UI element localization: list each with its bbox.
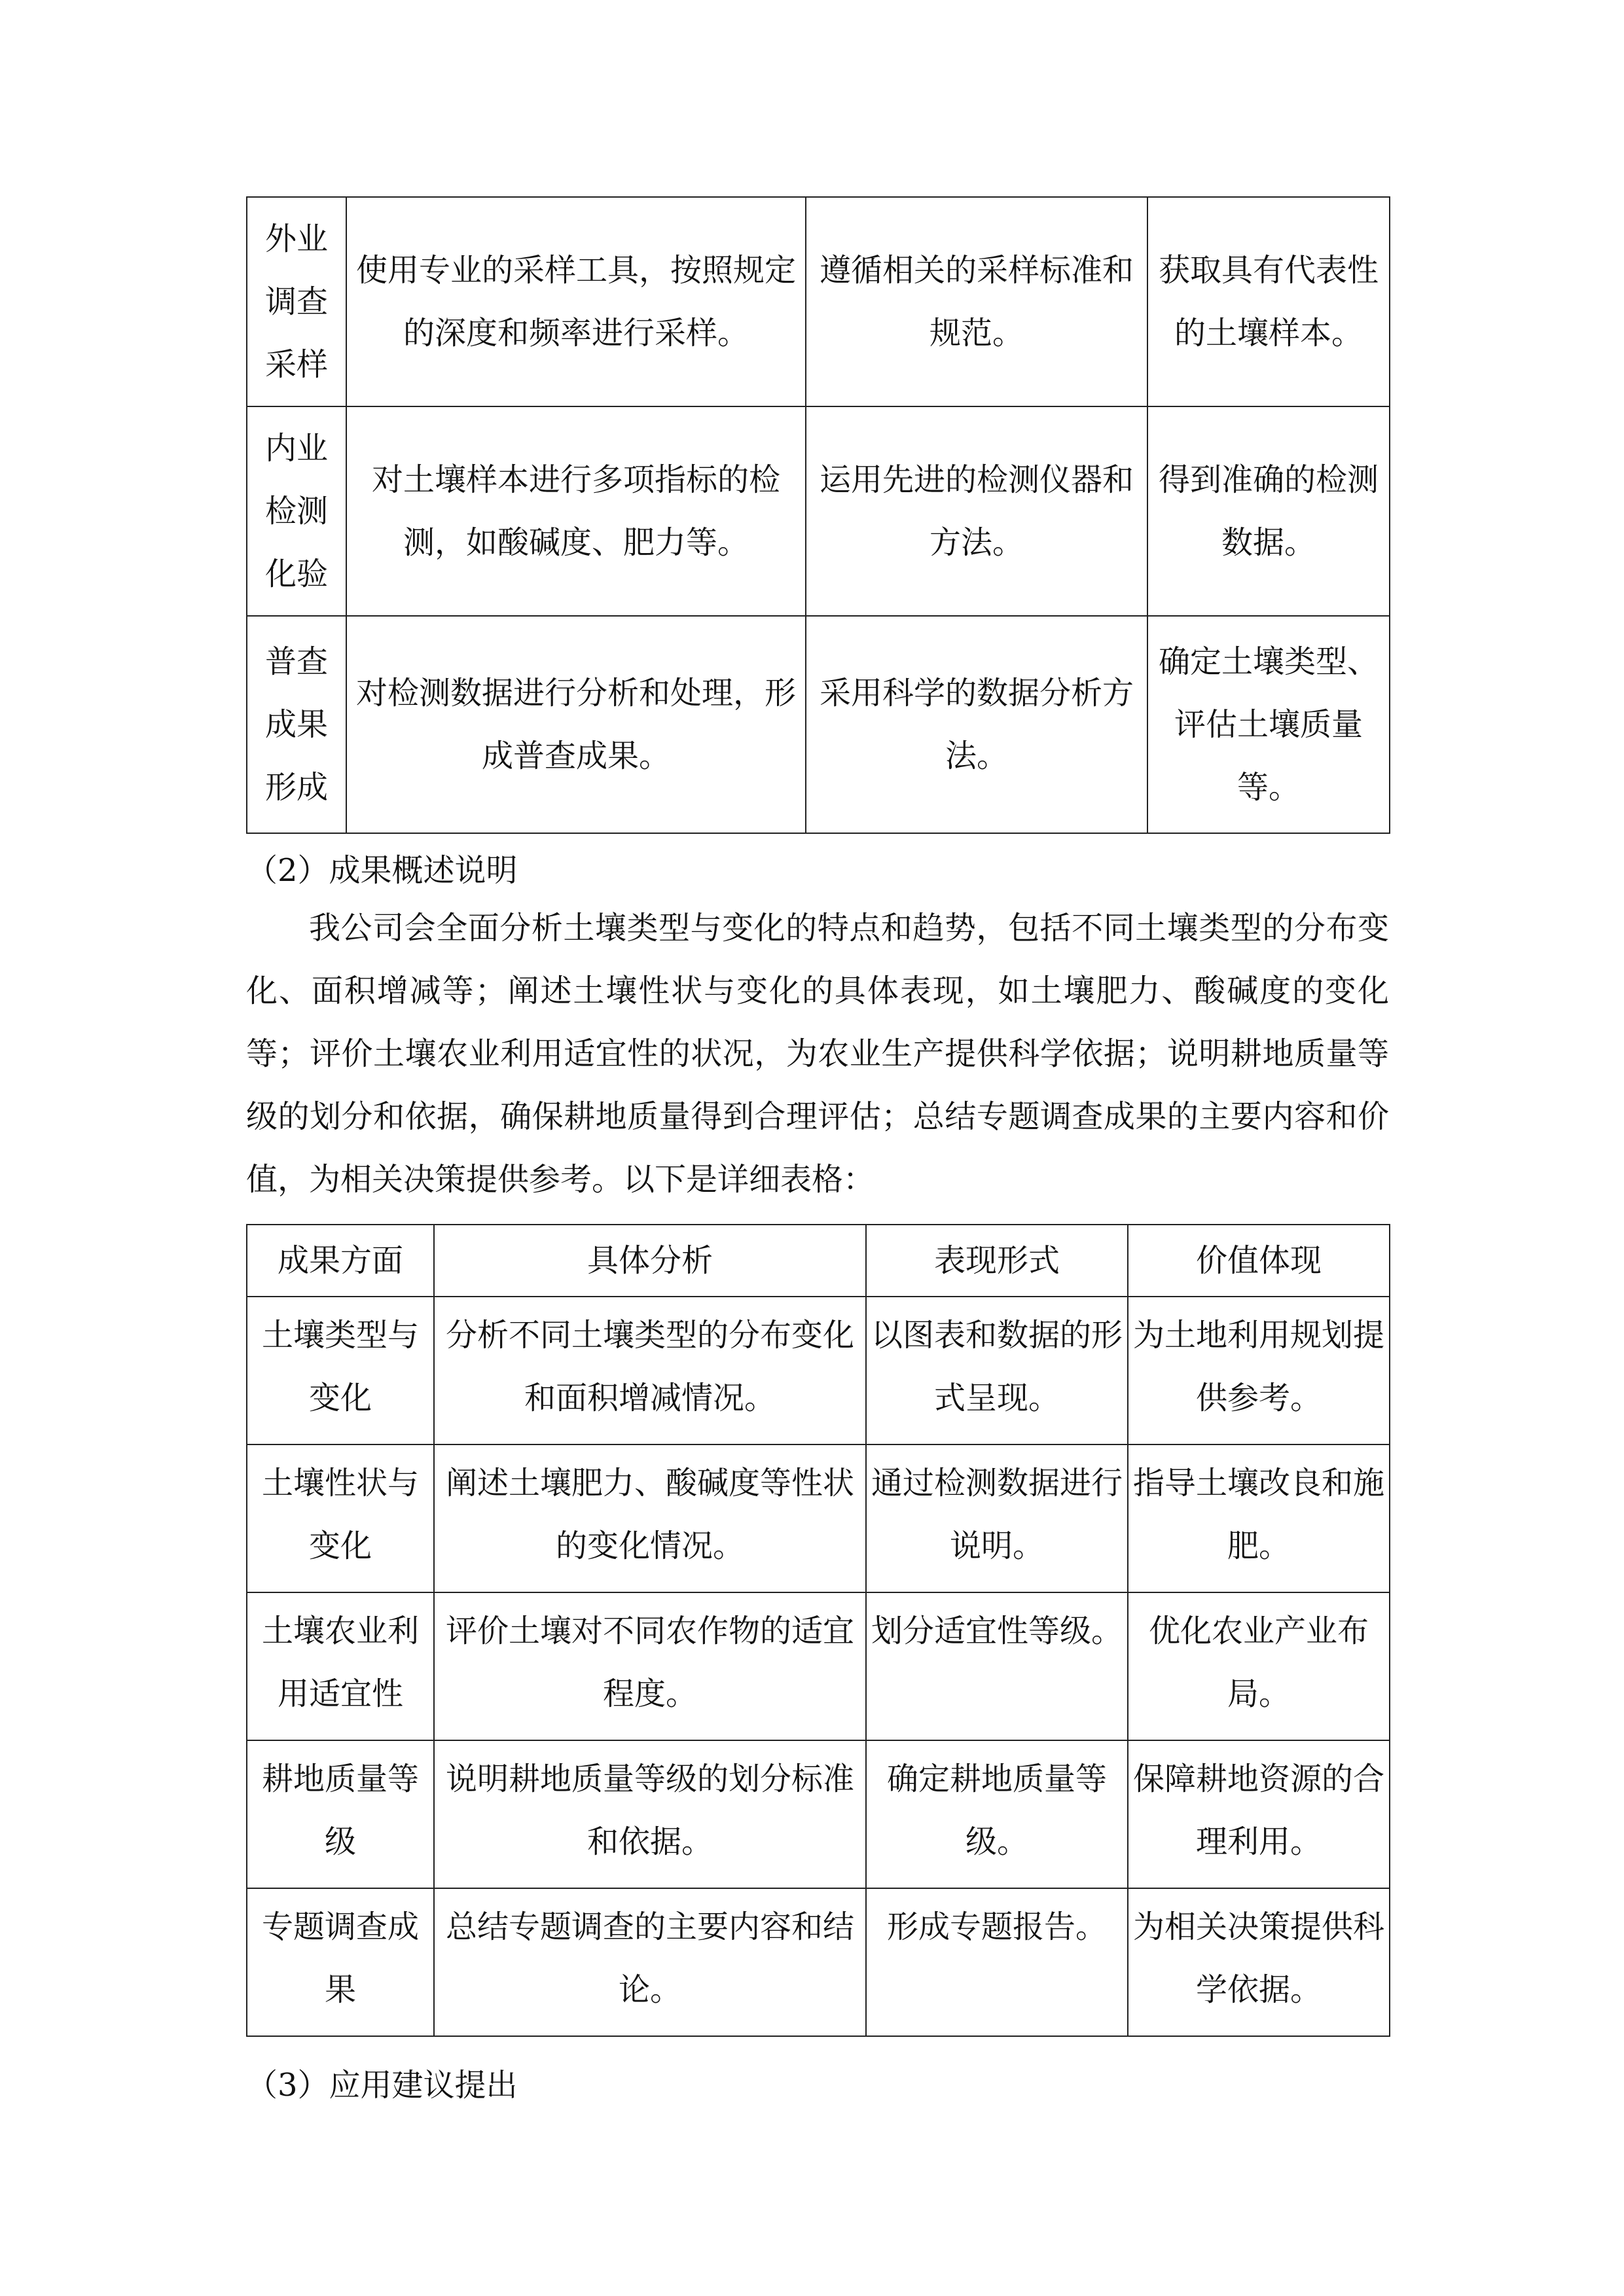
analysis-cell: 阐述土壤肥力、酸碱度等性状的变化情况。 (434, 1444, 866, 1592)
method-cell: 采用科学的数据分析方法。 (806, 616, 1147, 833)
goal-cell: 获取具有代表性的土壤样本。 (1147, 197, 1390, 406)
aspect-cell: 专题调查成果 (247, 1888, 434, 2036)
results-overview-table (246, 1224, 1390, 2037)
aspect-cell: 耕地质量等级 (247, 1740, 434, 1888)
aspect-cell: 土壤类型与变化 (247, 1297, 434, 1444)
form-cell: 以图表和数据的形式呈现。 (866, 1297, 1128, 1444)
value-cell: 指导土壤改良和施肥。 (1128, 1444, 1390, 1592)
table-row (247, 1592, 1390, 1740)
table-row (247, 1740, 1390, 1888)
method-cell: 运用先进的检测仪器和方法。 (806, 406, 1147, 616)
table-row (247, 1888, 1390, 2036)
survey-process-table (246, 196, 1390, 834)
header-form: 表现形式 (866, 1225, 1128, 1297)
form-cell: 划分适宜性等级。 (866, 1592, 1128, 1740)
table-row (247, 1297, 1390, 1444)
stage-cell: 内业检测化验 (247, 406, 346, 616)
header-analysis: 具体分析 (434, 1225, 866, 1297)
table-row (247, 197, 1390, 406)
stage-cell: 普查成果形成 (247, 616, 346, 833)
table-row (247, 616, 1390, 833)
table-header-row (247, 1225, 1390, 1297)
goal-cell: 确定土壤类型、评估土壤质量等。 (1147, 616, 1390, 833)
analysis-cell: 说明耕地质量等级的划分标准和依据。 (434, 1740, 866, 1888)
aspect-cell: 土壤性状与变化 (247, 1444, 434, 1592)
table-row (247, 1444, 1390, 1592)
section-2-paragraph: 我公司会全面分析土壤类型与变化的特点和趋势，包括不同土壤类型的分布变化、面积增减等；阐述土壤性状与变化的具体表现，如土壤肥力、酸碱度的变化等；评价土壤农业利用适宜性的状况，为农业生产提供科学依据；说明耕地质量等级的划分和依据，确保耕地质量得到合理评估；总结专题调查成果的主要内容和价值，为相关决策提供参考。以下是详细表格： (246, 910, 1389, 1198)
header-value: 价值体现 (1128, 1225, 1390, 1297)
section-2-heading: （2）成果概述说明 (246, 852, 518, 889)
form-cell: 确定耕地质量等级。 (866, 1740, 1128, 1888)
goal-cell: 得到准确的检测数据。 (1147, 406, 1390, 616)
table-row (247, 406, 1390, 616)
aspect-cell: 土壤农业利用适宜性 (247, 1592, 434, 1740)
form-cell: 通过检测数据进行说明。 (866, 1444, 1128, 1592)
analysis-cell: 总结专题调查的主要内容和结论。 (434, 1888, 866, 2036)
content-cell: 对检测数据进行分析和处理，形成普查成果。 (346, 616, 806, 833)
analysis-cell: 评价土壤对不同农作物的适宜程度。 (434, 1592, 866, 1740)
value-cell: 为土地利用规划提供参考。 (1128, 1297, 1390, 1444)
value-cell: 为相关决策提供科学依据。 (1128, 1888, 1390, 2036)
form-cell: 形成专题报告。 (866, 1888, 1128, 2036)
value-cell: 保障耕地资源的合理利用。 (1128, 1740, 1390, 1888)
content-cell: 使用专业的采样工具，按照规定的深度和频率进行采样。 (346, 197, 806, 406)
stage-cell: 外业调查采样 (247, 197, 346, 406)
section-3-heading: （3）应用建议提出 (246, 2067, 518, 2104)
analysis-cell: 分析不同土壤类型的分布变化和面积增减情况。 (434, 1297, 866, 1444)
method-cell: 遵循相关的采样标准和规范。 (806, 197, 1147, 406)
content-cell: 对土壤样本进行多项指标的检测，如酸碱度、肥力等。 (346, 406, 806, 616)
header-aspect: 成果方面 (247, 1225, 434, 1297)
value-cell: 优化农业产业布局。 (1128, 1592, 1390, 1740)
